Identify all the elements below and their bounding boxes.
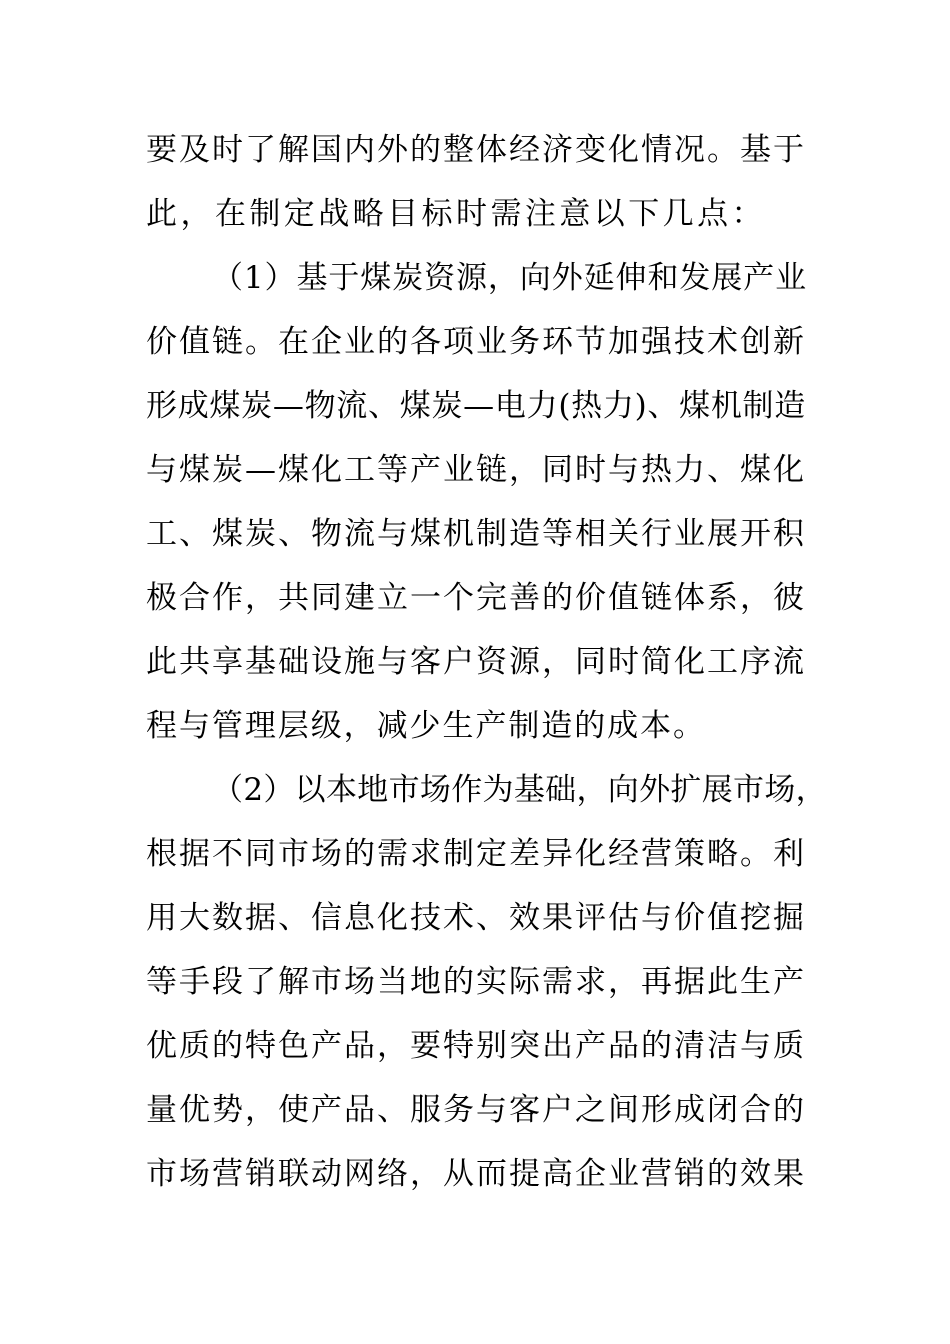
text-line: 极合作，共同建立一个完善的价值链体系，彼 (146, 580, 806, 616)
text-line: 市场营销联动网络，从而提高企业营销的效果 (146, 1156, 806, 1192)
text-line: 根据不同市场的需求制定差异化经营策略。利 (146, 836, 806, 872)
text-line: 与煤炭—煤化工等产业链，同时与热力、煤化 (146, 452, 806, 488)
text-line: （1）基于煤炭资源，向外延伸和发展产业 (212, 260, 807, 296)
text-line: 工、煤炭、物流与煤机制造等相关行业展开积 (146, 516, 806, 552)
text-line: 形成煤炭—物流、煤炭—电力(热力)、煤机制造 (146, 388, 806, 424)
text-line: 用大数据、信息化技术、效果评估与价值挖掘 (146, 900, 806, 936)
text-line: 价值链。在企业的各项业务环节加强技术创新 (146, 324, 806, 360)
text-line: 此共享基础设施与客户资源，同时简化工序流 (146, 644, 806, 680)
text-line: 等手段了解市场当地的实际需求，再据此生产 (146, 964, 806, 1000)
text-line: 量优势，使产品、服务与客户之间形成闭合的 (146, 1092, 806, 1128)
text-line: 要及时了解国内外的整体经济变化情况。基于 (146, 132, 806, 168)
text-line: 优质的特色产品，要特别突出产品的清洁与质 (146, 1028, 806, 1064)
text-line: 此，在制定战略目标时需注意以下几点： (146, 196, 766, 232)
text-line: 程与管理层级，减少生产制造的成本。 (146, 708, 706, 744)
text-line: （2）以本地市场作为基础，向外扩展市场， (212, 772, 827, 808)
